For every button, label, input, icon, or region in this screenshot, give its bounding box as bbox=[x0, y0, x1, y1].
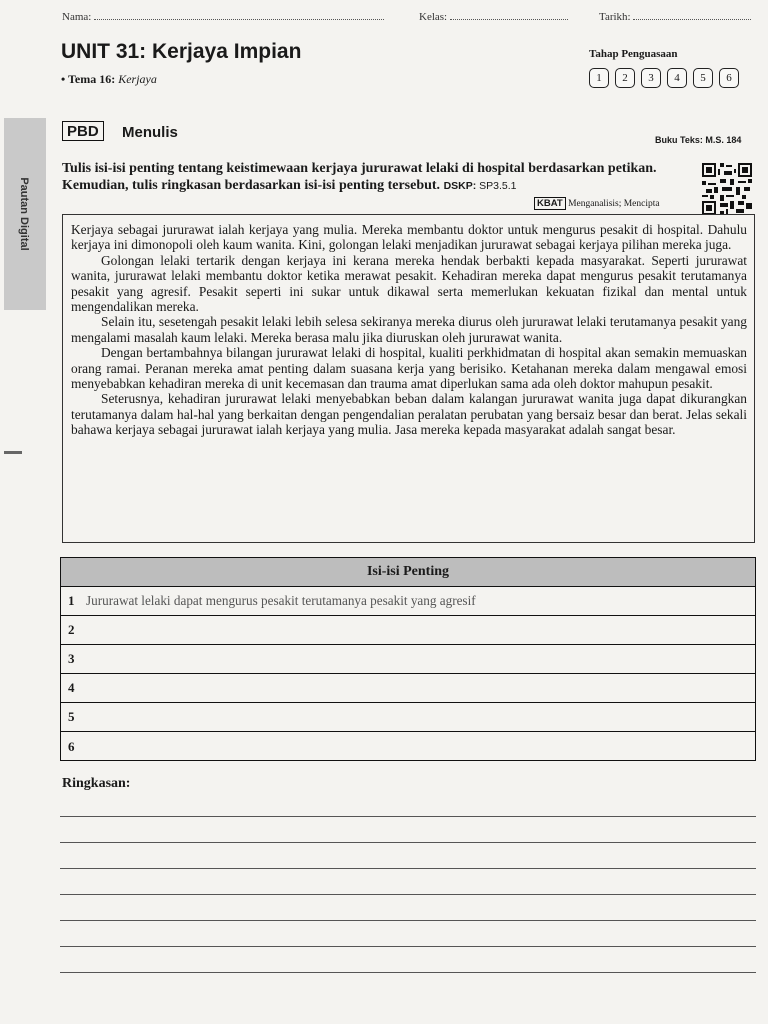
table-row[interactable] bbox=[61, 645, 755, 674]
unit-title: UNIT 31: Kerjaya Impian bbox=[61, 40, 302, 63]
tahap-label: Tahap Penguasaan bbox=[589, 48, 678, 60]
table-row[interactable] bbox=[61, 587, 755, 616]
tema-name: Kerjaya bbox=[118, 72, 157, 86]
kbat-badge: KBAT bbox=[534, 197, 566, 210]
row-number: 5 bbox=[68, 709, 75, 724]
passage-paragraph: Dengan bertambahnya bilangan jururawat lelaki di hospital, kualiti perkhidmatan di hospital akan semakin memuaskan orang ramai. Peranan mereka amat penting dalam suasana kerja yang berisiko. Ketahanan mereka dalam mengawal emosi menyebabkan kehadiran mereka di unit kecemasan dan trauma amat diperlukan sama ada oleh doktor mahupun pesakit. bbox=[71, 345, 747, 392]
textbook-reference: Buku Teks: M.S. 184 bbox=[655, 135, 742, 145]
tahap-level-6[interactable]: 6 bbox=[719, 68, 739, 88]
kelas-field[interactable] bbox=[419, 10, 568, 23]
qr-code-icon[interactable] bbox=[702, 163, 752, 215]
tahap-level-5[interactable]: 5 bbox=[693, 68, 713, 88]
instruction-text: Tulis isi-isi penting tentang keistimewaan kerjaya jururawat lelaki di hospital berdasarkan petikan. Kemudian, tulis ringkasan berdasarkan isi-isi penting tersebut. bbox=[62, 161, 657, 193]
kelas-blank[interactable] bbox=[450, 10, 568, 20]
tahap-level-boxes bbox=[589, 68, 739, 88]
kbat-text: Menganalisis; Mencipta bbox=[568, 199, 660, 209]
row-number: 6 bbox=[68, 738, 75, 754]
nama-blank[interactable] bbox=[94, 10, 384, 20]
summary-label: Ringkasan: bbox=[62, 776, 131, 791]
tarikh-label: Tarikh: bbox=[599, 11, 631, 23]
key-points-table bbox=[60, 557, 756, 761]
passage-paragraph: Seterusnya, kehadiran jururawat lelaki menyebabkan beban dalam kalangan jururawat wanita juga dapat dikurangkan terutamanya dalam hal-hal yang berkaitan dengan pengendalian peralatan perubatan yang bersaiz besar dan berat. Jelas sekali bahawa kerjaya sebagai jururawat ialah kerjaya yang mulia. Jasa mereka kepada masyarakat adalah sangat besar. bbox=[71, 391, 747, 438]
dskp-code bbox=[444, 180, 517, 192]
table-row[interactable] bbox=[61, 703, 755, 732]
kbat-tag bbox=[534, 198, 660, 209]
table-row[interactable] bbox=[61, 674, 755, 703]
summary-writing-line[interactable] bbox=[60, 920, 756, 921]
row-number: 4 bbox=[68, 680, 75, 695]
nama-field[interactable] bbox=[62, 10, 384, 23]
passage-paragraph: Golongan lelaki tertarik dengan kerjaya ini kerana mereka hendak berbakti kepada masyarakat. Seperti jururawat wanita, jururawat lelaki membantu doktor ketika merawat pesakit. Kehadiran mereka dapat mengurus pesakit terutamanya pesakit yang agresif. Pesakit seperti ini sukar untuk dikawal serta memerlukan kekuatan fizikal dan mental untuk mengendalikan mereka. bbox=[71, 252, 747, 315]
summary-writing-line[interactable] bbox=[60, 972, 756, 973]
passage-paragraph: Selain itu, sesetengah pesakit lelaki lebih selesa sekiranya mereka diurus oleh jururawat lelaki terutamanya pesakit yang mengalami masalah kaum lelaki. Mereka berasa malu jika diuruskan oleh jururawat wanita. bbox=[71, 314, 747, 345]
instruction bbox=[62, 160, 694, 195]
nama-label: Nama: bbox=[62, 11, 92, 23]
margin-mark bbox=[4, 451, 22, 454]
tema-prefix: • Tema 16: bbox=[61, 72, 116, 86]
tahap-level-1[interactable]: 1 bbox=[589, 68, 609, 88]
digital-link-tab[interactable] bbox=[4, 118, 46, 310]
summary-writing-line[interactable] bbox=[60, 816, 756, 817]
summary-writing-line[interactable] bbox=[60, 842, 756, 843]
passage-paragraph: Kerjaya sebagai jururawat ialah kerjaya yang mulia. Mereka membantu doktor untuk mengurus pesakit di hospital. Dahulu kerjaya ini dimonopoli oleh kaum wanita. Kini, golongan lelaki menjadikan jururawat sebagai kerjaya pilihan mereka juga. bbox=[71, 222, 747, 253]
section-title: Menulis bbox=[122, 124, 178, 141]
row-number: 1 bbox=[68, 593, 75, 608]
pbd-badge: PBD bbox=[62, 121, 104, 141]
row-number: 2 bbox=[68, 622, 75, 637]
reading-passage bbox=[62, 214, 755, 543]
tarikh-field[interactable] bbox=[599, 10, 751, 23]
tahap-level-2[interactable]: 2 bbox=[615, 68, 635, 88]
summary-writing-line[interactable] bbox=[60, 946, 756, 947]
table-row[interactable] bbox=[61, 616, 755, 645]
summary-writing-line[interactable] bbox=[60, 868, 756, 869]
dskp-label: DSKP: bbox=[443, 180, 477, 192]
kelas-label: Kelas: bbox=[419, 11, 448, 23]
tahap-level-4[interactable]: 4 bbox=[667, 68, 687, 88]
dskp-value: SP3.5.1 bbox=[479, 180, 517, 192]
table-row[interactable] bbox=[61, 732, 755, 761]
tahap-level-3[interactable]: 3 bbox=[641, 68, 661, 88]
row-number: 3 bbox=[68, 651, 75, 666]
tema-line bbox=[61, 72, 157, 87]
tarikh-blank[interactable] bbox=[633, 10, 751, 20]
summary-writing-line[interactable] bbox=[60, 894, 756, 895]
digital-link-label: Pautan Digital bbox=[18, 177, 30, 251]
table-header: Isi-isi Penting bbox=[61, 558, 755, 587]
row-answer[interactable]: Jururawat lelaki dapat mengurus pesakit terutamanya pesakit yang agresif bbox=[86, 593, 476, 608]
